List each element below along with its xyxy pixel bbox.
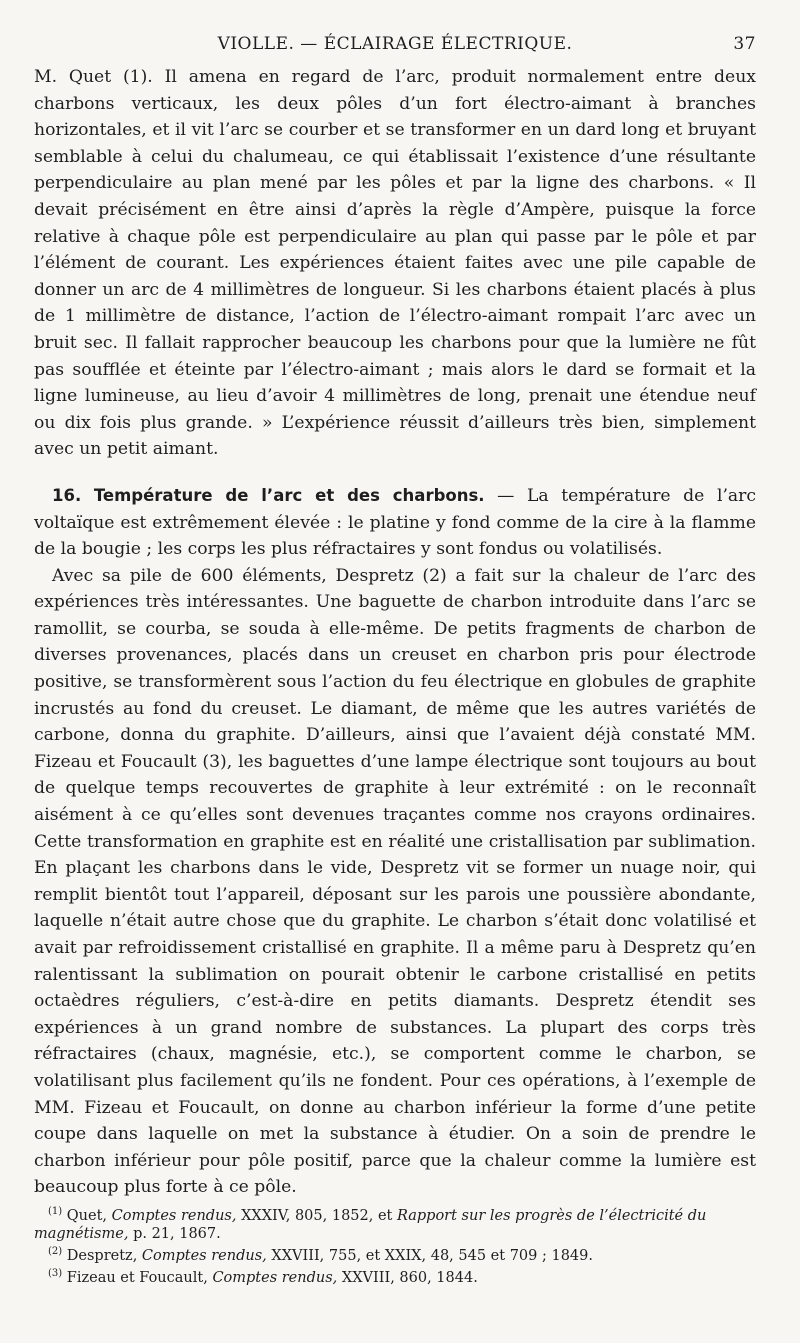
running-title: VIOLLE. — ÉCLAIRAGE ÉLECTRIQUE. [217, 34, 573, 54]
body-text [34, 64, 756, 1201]
footnote-1-source2: Rapport sur les progrès de l’électricité du magnétisme, [34, 1208, 707, 1242]
footnote-1-mark: (1) [48, 1206, 63, 1217]
footnote-2-author: Despretz, [66, 1248, 138, 1264]
footnote-3 [34, 1265, 756, 1287]
footnote-2-mark: (2) [48, 1246, 63, 1257]
section-16-paragraph [34, 483, 756, 563]
footnote-2-ref: XXVIII, 755, et XXIX, 48, 545 et 709 ; 1849. [271, 1248, 593, 1264]
running-header [34, 34, 756, 58]
footnote-3-author: Fizeau et Foucault, [66, 1270, 208, 1286]
footnote-2 [34, 1243, 756, 1265]
footnote-1 [34, 1203, 756, 1243]
footnote-2-source: Comptes rendus, [141, 1248, 267, 1264]
section-number: 16. [52, 485, 82, 505]
footnotes [34, 1203, 756, 1287]
paragraph-despretz: Avec sa pile de 600 éléments, Despretz (2) a fait sur la chaleur de l’arc des expériences très intéressantes. Une baguette de charbon introduite dans l’arc se ramollit, se courba, se souda à elle-même. De petits fragments de charbon de diverses provenances, placés dans un creuset en charbon pris pour électrode positive, se transformèrent sous l’action du feu électrique en globules de graphite incrustés au fond du creuset. Le diamant, de même que les autres variétés de carbone, donna du graphite. D’ailleurs, ainsi que l’avaient déjà constaté MM. Fizeau et Foucault (3), les baguettes d’une lampe électrique sont toujours au bout de quelque temps recouvertes de graphite à leur extrémité : on le reconnaît aisément à ce qu’elles sont devenues traçantes comme nos crayons ordinaires. Cette transformation en graphite est en réalité une cristallisation par sublimation. En plaçant les charbons dans le vide, Despretz vit se former un nuage noir, qui remplit bientôt tout l’appareil, déposant sur les parois une poussière abondante, laquelle n’était autre chose que du graphite. Le charbon s’était donc volatilisé et avait par refroidissement cristallisé en graphite. Il a même paru à Despretz qu’en ralentissant la sublimation on pourait obtenir le carbone cristallisé en petits octaèdres réguliers, c’est-à-dire en petits diamants. Despretz étendit ses expériences à un grand nombre de substances. La plupart des corps très réfractaires (chaux, magnésie, etc.), se comportent comme le charbon, se volatilisant plus facilement qu’ils ne fondent. Pour ces opérations, à l’exemple de MM. Fizeau et Foucault, on donne au charbon inférieur la forme d’une petite coupe dans laquelle on met la substance à étudier. On a soin de prendre le charbon inférieur pour pôle positif, parce que la chaleur comme la lumière est beaucoup plus forte à ce pôle. [34, 565, 756, 1198]
footnote-1-source: Comptes rendus, [111, 1208, 237, 1224]
section-title: Température de l’arc et des charbons. [93, 485, 485, 505]
page-number: 37 [733, 34, 756, 54]
footnote-1-ref: XXXIV, 805, 1852, et [241, 1208, 393, 1224]
footnote-3-source: Comptes rendus, [212, 1270, 338, 1286]
section-16-text: — La température de l’arc voltaïque est extrêmement élevée : le platine y fond comme de la cire à la flamme de la bougie ; les corps les plus réfractaires y sont fondus ou volatilisés. [34, 485, 756, 560]
footnote-1-end: p. 21, 1867. [133, 1226, 221, 1242]
footnote-1-author: Quet, [66, 1208, 108, 1224]
paragraph-quet: M. Quet (1). Il amena en regard de l’arc, produit normalement entre deux charbons verticaux, les deux pôles d’un fort électro-aimant à branches horizontales, et il vit l’arc se courber et se transformer en un dard long et bruyant semblable à celui du chalumeau, ce qui établissait l’existence d’une résultante perpendiculaire au plan mené par les pôles et par la ligne des charbons. « Il devait précisément en être ainsi d’après la règle d’Ampère, puisque la force relative à chaque pôle est perpendiculaire au plan qui passe par le pôle et par l’élément de courant. Les expériences étaient faites avec une pile capable de donner un arc de 4 millimètres de longueur. Si les charbons étaient placés à plus de 1 millimètre de distance, l’action de l’électro-aimant rompait l’arc avec un bruit sec. Il fallait rapprocher beaucoup les charbons pour que la lumière ne fût pas soufflée et éteinte par l’électro-aimant ; mais alors le dard se formait et la ligne lumineuse, au lieu d’avoir 4 millimètres de long, prenait une étendue neuf ou dix fois plus grande. » L’expérience réussit d’ailleurs très bien, simplement avec un petit aimant. [34, 67, 756, 460]
footnote-3-mark: (3) [48, 1268, 63, 1279]
footnote-3-ref: XXVIII, 860, 1844. [341, 1270, 478, 1286]
